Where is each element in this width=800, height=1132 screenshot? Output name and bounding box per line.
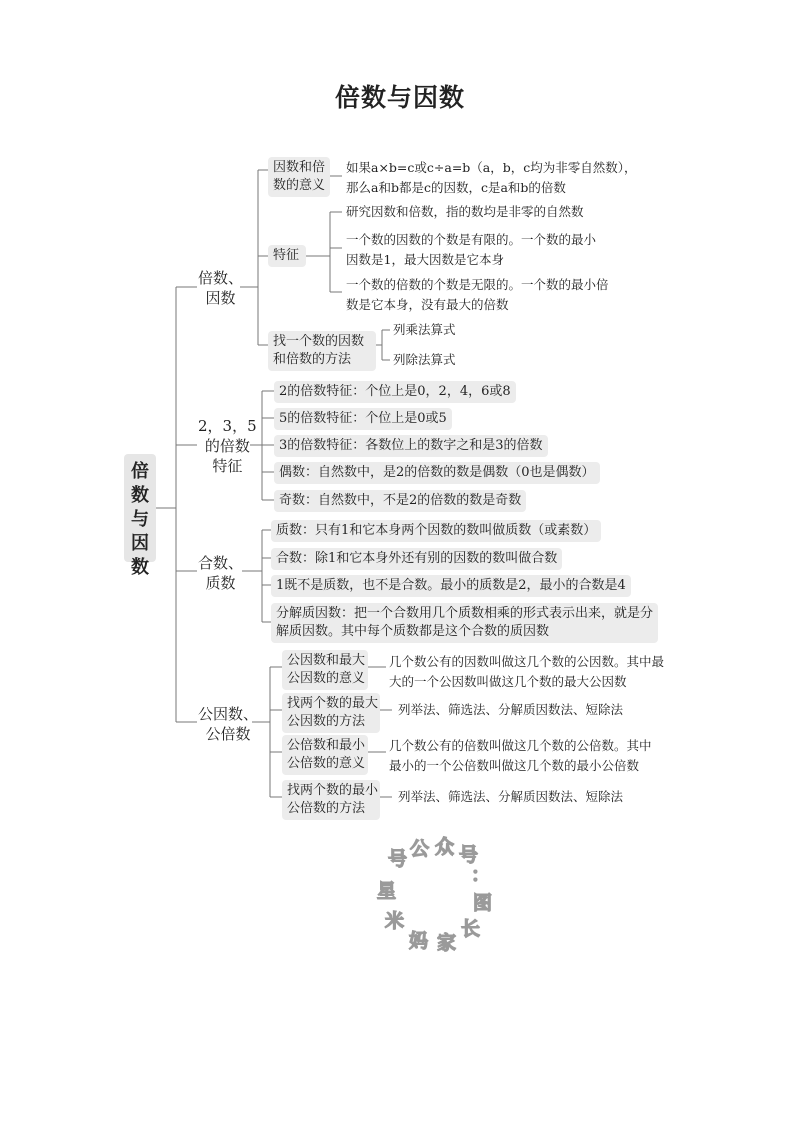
leaf-line: 一个数的因数的个数是有限的。一个数的最小 xyxy=(346,232,597,247)
common-box xyxy=(282,735,368,775)
prime-item xyxy=(271,575,631,597)
feature-item xyxy=(346,275,609,315)
box-line: 数的意义 xyxy=(273,178,326,193)
leaf-line: 大的一个公因数叫做这几个数的最大公因数 xyxy=(389,674,627,689)
common-text xyxy=(398,700,623,720)
category-line: 的倍数 xyxy=(204,437,250,455)
category-line: 因数 xyxy=(205,289,236,307)
box-line: 公因数的方法 xyxy=(287,714,366,729)
category-line: 特征 xyxy=(212,457,243,475)
leaf-line: 几个数公有的因数叫做这几个数的公因数。其中最 xyxy=(389,654,665,669)
box-line: 公倍数和最小 xyxy=(287,738,366,753)
prime-item xyxy=(271,548,562,570)
common-text xyxy=(389,736,652,776)
leaf-line: 列举法、筛选法、分解质因数法、短除法 xyxy=(398,702,624,717)
root-char: 与 xyxy=(131,509,149,530)
common-box xyxy=(282,693,380,733)
method-item: 列除法算式 xyxy=(393,352,456,367)
category-line: 合数、 xyxy=(198,554,244,572)
common-box xyxy=(282,780,380,820)
root-char: 数 xyxy=(131,557,149,578)
prime-item xyxy=(271,603,658,643)
root-char: 数 xyxy=(131,485,149,506)
leaf-line: 因数是1，最大因数是它本身 xyxy=(346,252,504,267)
watermark-char: 家 xyxy=(437,932,457,954)
leaf-line: 研究因数和倍数，指的数均是非零的自然数 xyxy=(346,204,584,219)
watermark-char: 米 xyxy=(385,910,405,932)
category-common xyxy=(198,704,258,744)
root-char: 因 xyxy=(131,533,149,554)
watermark-stamp xyxy=(355,820,515,980)
box-line: 公因数和最大 xyxy=(287,653,366,668)
method-item: 列乘法算式 xyxy=(393,322,456,337)
watermark-char: 号 xyxy=(388,848,408,870)
box-line: 合数：除1和它本身外还有别的因数的数叫做合数 xyxy=(276,551,558,566)
leaf-line: 一个数的倍数的个数是无限的。一个数的最小倍 xyxy=(346,277,609,292)
box-line: 公倍数的意义 xyxy=(287,756,366,771)
divisibility-item: 偶数：自然数中，是2的倍数的数是偶数（0也是偶数） xyxy=(274,462,600,484)
category-line: 倍数、 xyxy=(198,269,244,287)
leaf-line: 列举法、筛选法、分解质因数法、短除法 xyxy=(398,789,624,804)
box-line: 解质因数。其中每个质数都是这个合数的质因数 xyxy=(276,624,550,639)
box-line: 公因数的意义 xyxy=(287,671,366,686)
watermark-char: 图 xyxy=(473,892,493,914)
feature-item xyxy=(346,202,584,222)
root-char: 倍 xyxy=(131,461,149,482)
box-line: 找两个数的最大 xyxy=(287,696,379,711)
divisibility-item: 2的倍数特征：个位上是0，2，4，6或8 xyxy=(274,381,516,403)
category-line: 质数 xyxy=(205,574,236,592)
leaf-line: 几个数公有的倍数叫做这几个数的公倍数。其中 xyxy=(389,738,652,753)
watermark-char: 众 xyxy=(435,836,455,858)
divisibility-item: 5的倍数特征：个位上是0或5 xyxy=(274,408,452,430)
box-line: 找两个数的最小 xyxy=(287,783,379,798)
box-line: 分解质因数：把一个合数用几个质数相乘的形式表示出来，就是分 xyxy=(276,606,654,621)
leaf-line: 如果a×b=c或c÷a=b（a，b，c均为非零自然数）， xyxy=(346,160,637,175)
category-multiples-factors xyxy=(198,268,243,308)
watermark-char: 妈 xyxy=(409,930,429,952)
meaning-box xyxy=(268,157,330,197)
divisibility-item: 3的倍数特征：各数位上的数字之和是3的倍数 xyxy=(274,435,548,457)
feature-box: 特征 xyxy=(268,245,306,267)
box-line: 因数和倍 xyxy=(273,160,326,175)
method-box xyxy=(268,331,376,371)
category-line: 公倍数 xyxy=(205,725,251,743)
box-line: 1既不是质数，也不是合数。最小的质数是2，最小的合数是4 xyxy=(276,578,626,593)
watermark-char: ： xyxy=(471,864,491,886)
common-text xyxy=(398,787,623,807)
prime-item xyxy=(271,520,601,542)
category-composite-prime xyxy=(198,553,243,593)
box-line: 和倍数的方法 xyxy=(273,352,352,367)
category-line: 公因数、 xyxy=(198,705,259,723)
leaf-line: 那么a和b都是c的因数，c是a和b的倍数 xyxy=(346,180,566,195)
leaf-line: 数是它本身，没有最大的倍数 xyxy=(346,297,509,312)
box-line: 质数：只有1和它本身两个因数的数叫做质数（或素数） xyxy=(276,523,597,538)
box-line: 公倍数的方法 xyxy=(287,801,366,816)
watermark-char: 号 xyxy=(459,844,479,866)
watermark-char: 公 xyxy=(410,838,430,860)
divisibility-item: 奇数：自然数中，不是2的倍数的数是奇数 xyxy=(274,490,526,512)
watermark-char: 长 xyxy=(461,918,481,940)
feature-item xyxy=(346,230,596,270)
common-text xyxy=(389,652,664,692)
leaf-line: 最小的一个公倍数叫做这几个数的最小公倍数 xyxy=(389,758,640,773)
common-box xyxy=(282,650,368,690)
page-title: 倍数与因数 xyxy=(334,83,465,112)
watermark-char: 星 xyxy=(377,880,397,902)
category-divisibility xyxy=(198,416,257,476)
meaning-text xyxy=(346,158,637,198)
root-node xyxy=(124,454,156,578)
box-line: 找一个数的因数 xyxy=(273,334,365,349)
category-line: 2，3，5 xyxy=(198,417,257,435)
